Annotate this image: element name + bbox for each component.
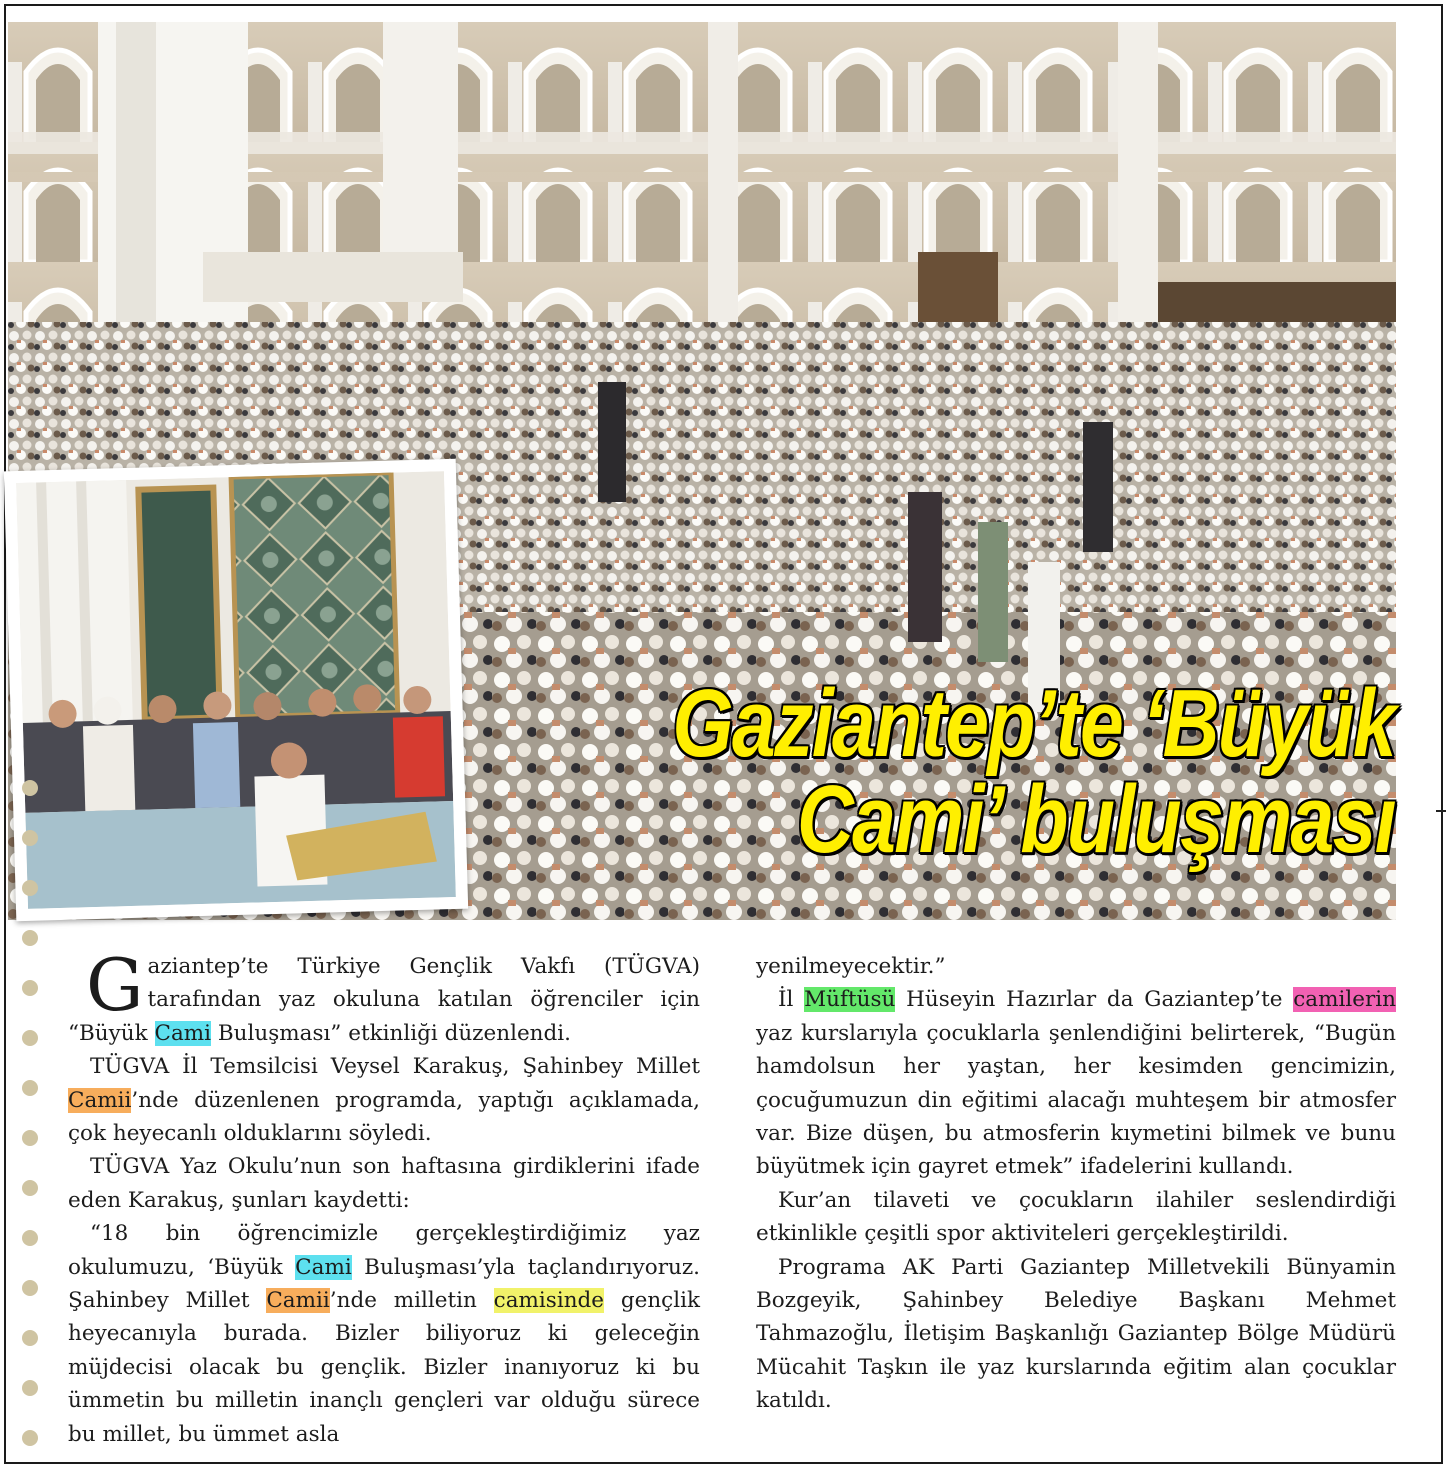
- paragraph: yenilmeyecektir.”: [756, 954, 946, 979]
- paragraph: Programa AK Parti Gaziantep Milletvekili Bünyamin Bozgeyik, Şahinbey Belediye Başkanı Mehmet Tahmazoğlu, İletişim Başkanlığı Gaziantep Bölge Müdürü Mücahit Taşkın ile yaz kurslarında eğitim alan çocuklar katıldı.: [756, 1254, 1396, 1414]
- paragraph: [68, 1050, 700, 1150]
- paragraph: TÜGVA Yaz Okulu’nun son haftasına girdiklerini ifade eden Karakuş, şunları kaydetti:: [68, 1154, 700, 1213]
- highlight: Camii: [266, 1288, 330, 1314]
- headline-line-2: Cami’ buluşması: [796, 766, 1395, 873]
- headline-line-1: Gaziantep’te ‘Büyük: [672, 670, 1395, 777]
- decorative-dot-icon: [22, 1030, 38, 1046]
- text-run: ’nde milletin: [329, 1288, 494, 1314]
- decorative-dot-icon: [22, 880, 38, 896]
- inset-photo-quran-recitation: [4, 459, 468, 921]
- article-column-left: [68, 943, 700, 1451]
- text-run: aziantep’te Türkiye Gençlik Vakfı (TÜGVA) tarafından yaz okuluna katılan öğrenciler için “Büyük: [68, 954, 700, 1046]
- decorative-dot-icon: [22, 980, 38, 996]
- decorative-dot-icon: [22, 1280, 38, 1296]
- highlight: camilerin: [1293, 987, 1396, 1013]
- text-run: yaz kurslarıyla çocuklarla şenlendiğini belirterek, “Bugün hamdolsun her yaştan, her kesimden gencimizin, çocuğumuzun din eğitimi alacağı muhteşem bir atmosfer var. Bize düşen, bu atmosferin kıymetini bilmek ve bunu büyütmek için gayret etmek” ifadelerini kullandı.: [756, 1020, 1396, 1180]
- text-run: Buluşması” etkinliği düzenlendi.: [211, 1020, 571, 1046]
- paragraph: [68, 943, 700, 1050]
- decorative-dot-icon: [22, 930, 38, 946]
- column-rule: [1436, 810, 1446, 812]
- highlight: Müftüsü: [804, 987, 896, 1013]
- text-run: İl: [778, 987, 805, 1013]
- drop-cap: G: [86, 943, 144, 1027]
- highlight: Cami: [154, 1020, 212, 1046]
- decorative-dot-icon: [22, 780, 38, 796]
- highlight: camisinde: [493, 1288, 605, 1314]
- decorative-dot-icon: [22, 1230, 38, 1246]
- decorative-dot-icon: [22, 1380, 38, 1396]
- paragraph: [68, 1217, 700, 1451]
- text-run: TÜGVA İl Temsilcisi Veysel Karakuş, Şahinbey Millet: [90, 1054, 700, 1080]
- highlight: Cami: [295, 1254, 352, 1280]
- paragraph: [756, 983, 1396, 1183]
- highlight: Camii: [68, 1087, 132, 1113]
- text-run: ’nde düzenlenen programda, yaptığı açıklamada, çok heyecanlı olduklarını söyledi.: [68, 1087, 700, 1147]
- headline: [637, 670, 1396, 873]
- article-column-right: [756, 950, 1396, 1418]
- text-run: gençlik heyecanıyla burada. Bizler biliyoruz ki geleceğin müjdecisi olacak bu gençlik. Bizler inanıyoruz ki bu ümmetin bu milletin inançlı gençleri var olduğu sürece bu millet, bu ümmet asla: [68, 1288, 700, 1447]
- text-run: Buluşması’yla taçlandırıyoruz. Şahinbey Millet: [68, 1254, 700, 1314]
- decorative-dot-icon: [22, 1080, 38, 1096]
- paragraph: Kur’an tilaveti ve çocukların ilahiler seslendirdiği etkinlikle çeşitli spor aktiviteleri gerçekleştirildi.: [756, 1187, 1396, 1247]
- decorative-dot-icon: [22, 1180, 38, 1196]
- decorative-dot-icon: [22, 830, 38, 846]
- text-run: Hüseyin Hazırlar da Gaziantep’te: [895, 987, 1294, 1013]
- decorative-dot-icon: [22, 1430, 38, 1446]
- decorative-dot-icon: [22, 1330, 38, 1346]
- text-run: “18 bin öğrencimizle gerçekleştirdiğimiz yaz okulumuzu, ‘Büyük: [68, 1221, 700, 1280]
- decorative-dot-icon: [22, 1130, 38, 1146]
